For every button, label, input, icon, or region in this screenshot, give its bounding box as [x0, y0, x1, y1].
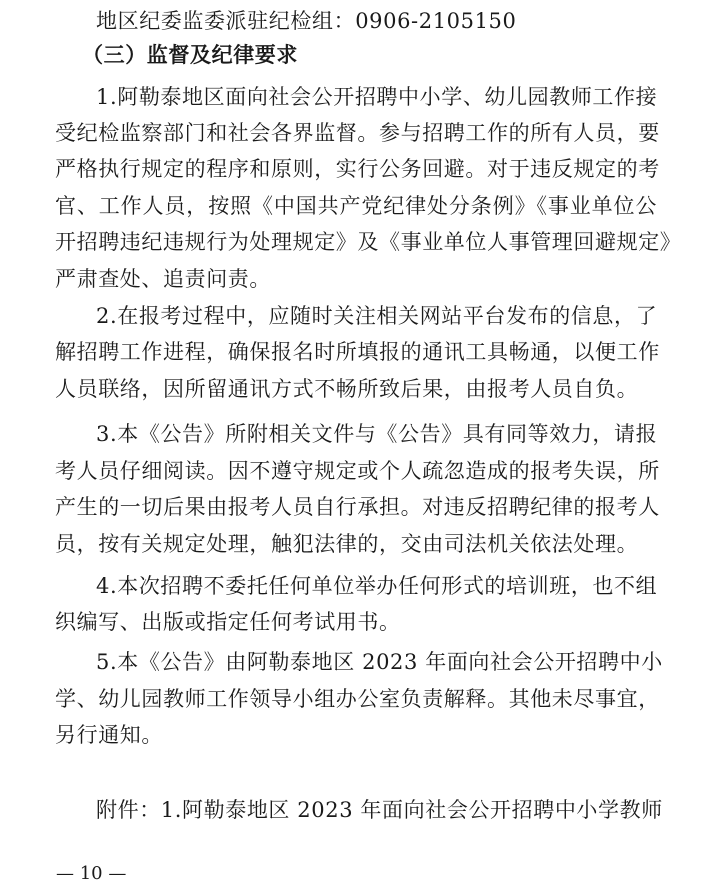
paragraph-line: 产生的一切后果由报考人员自行承担。对违反招聘纪律的报考人 — [55, 495, 660, 519]
paragraph-line: 1.阿勒泰地区面向社会公开招聘中小学、幼儿园教师工作接 — [96, 85, 658, 109]
paragraph-line: 学、幼儿园教师工作领导小组办公室负责解释。其他未尽事宜， — [55, 687, 660, 711]
paragraph-line: 4.本次招聘不委托任何单位举办任何形式的培训班，也不组 — [96, 574, 658, 598]
paragraph-line: 人员联络，因所留通讯方式不畅所致后果，由报考人员自负。 — [55, 377, 639, 401]
contact-line: 地区纪委监委派驻纪检组：0906-2105150 — [96, 9, 517, 33]
paragraph-line: 2.在报考过程中，应随时关注相关网站平台发布的信息，了 — [96, 304, 658, 328]
paragraph-line: 官、工作人员，按照《中国共产党纪律处分条例》《事业单位公 — [55, 194, 657, 218]
paragraph-line: 解招聘工作进程，确保报名时所填报的通讯工具畅通，以便工作 — [55, 340, 660, 364]
paragraph-line: 织编写、出版或指定任何考试用书。 — [55, 610, 401, 634]
paragraph-line: 员，按有关规定处理，触犯法律的，交由司法机关依法处理。 — [55, 532, 639, 556]
paragraph-line: 开招聘违纪违规行为处理规定》及《事业单位人事管理回避规定》 — [55, 230, 682, 254]
paragraph-line: 严格执行规定的程序和原则，实行公务回避。对于违反规定的考 — [55, 157, 660, 181]
paragraph-line: 严肃查处、追责问责。 — [55, 267, 271, 291]
paragraph-line: 考人员仔细阅读。因不遵守规定或个人疏忽造成的报考失误，所 — [55, 459, 660, 483]
attachment-line: 附件：1.阿勒泰地区 2023 年面向社会公开招聘中小学教师 — [96, 798, 663, 822]
paragraph-line: 5.本《公告》由阿勒泰地区 2023 年面向社会公开招聘中小 — [96, 650, 663, 674]
paragraph-line: 另行通知。 — [55, 723, 163, 747]
page-number: — 10 — — [56, 863, 127, 884]
paragraph-line: 受纪检监察部门和社会各界监督。参与招聘工作的所有人员，要 — [55, 121, 660, 145]
paragraph-line: 3.本《公告》所附相关文件与《公告》具有同等效力，请报 — [96, 422, 658, 446]
section-heading: （三）监督及纪律要求 — [82, 42, 298, 67]
